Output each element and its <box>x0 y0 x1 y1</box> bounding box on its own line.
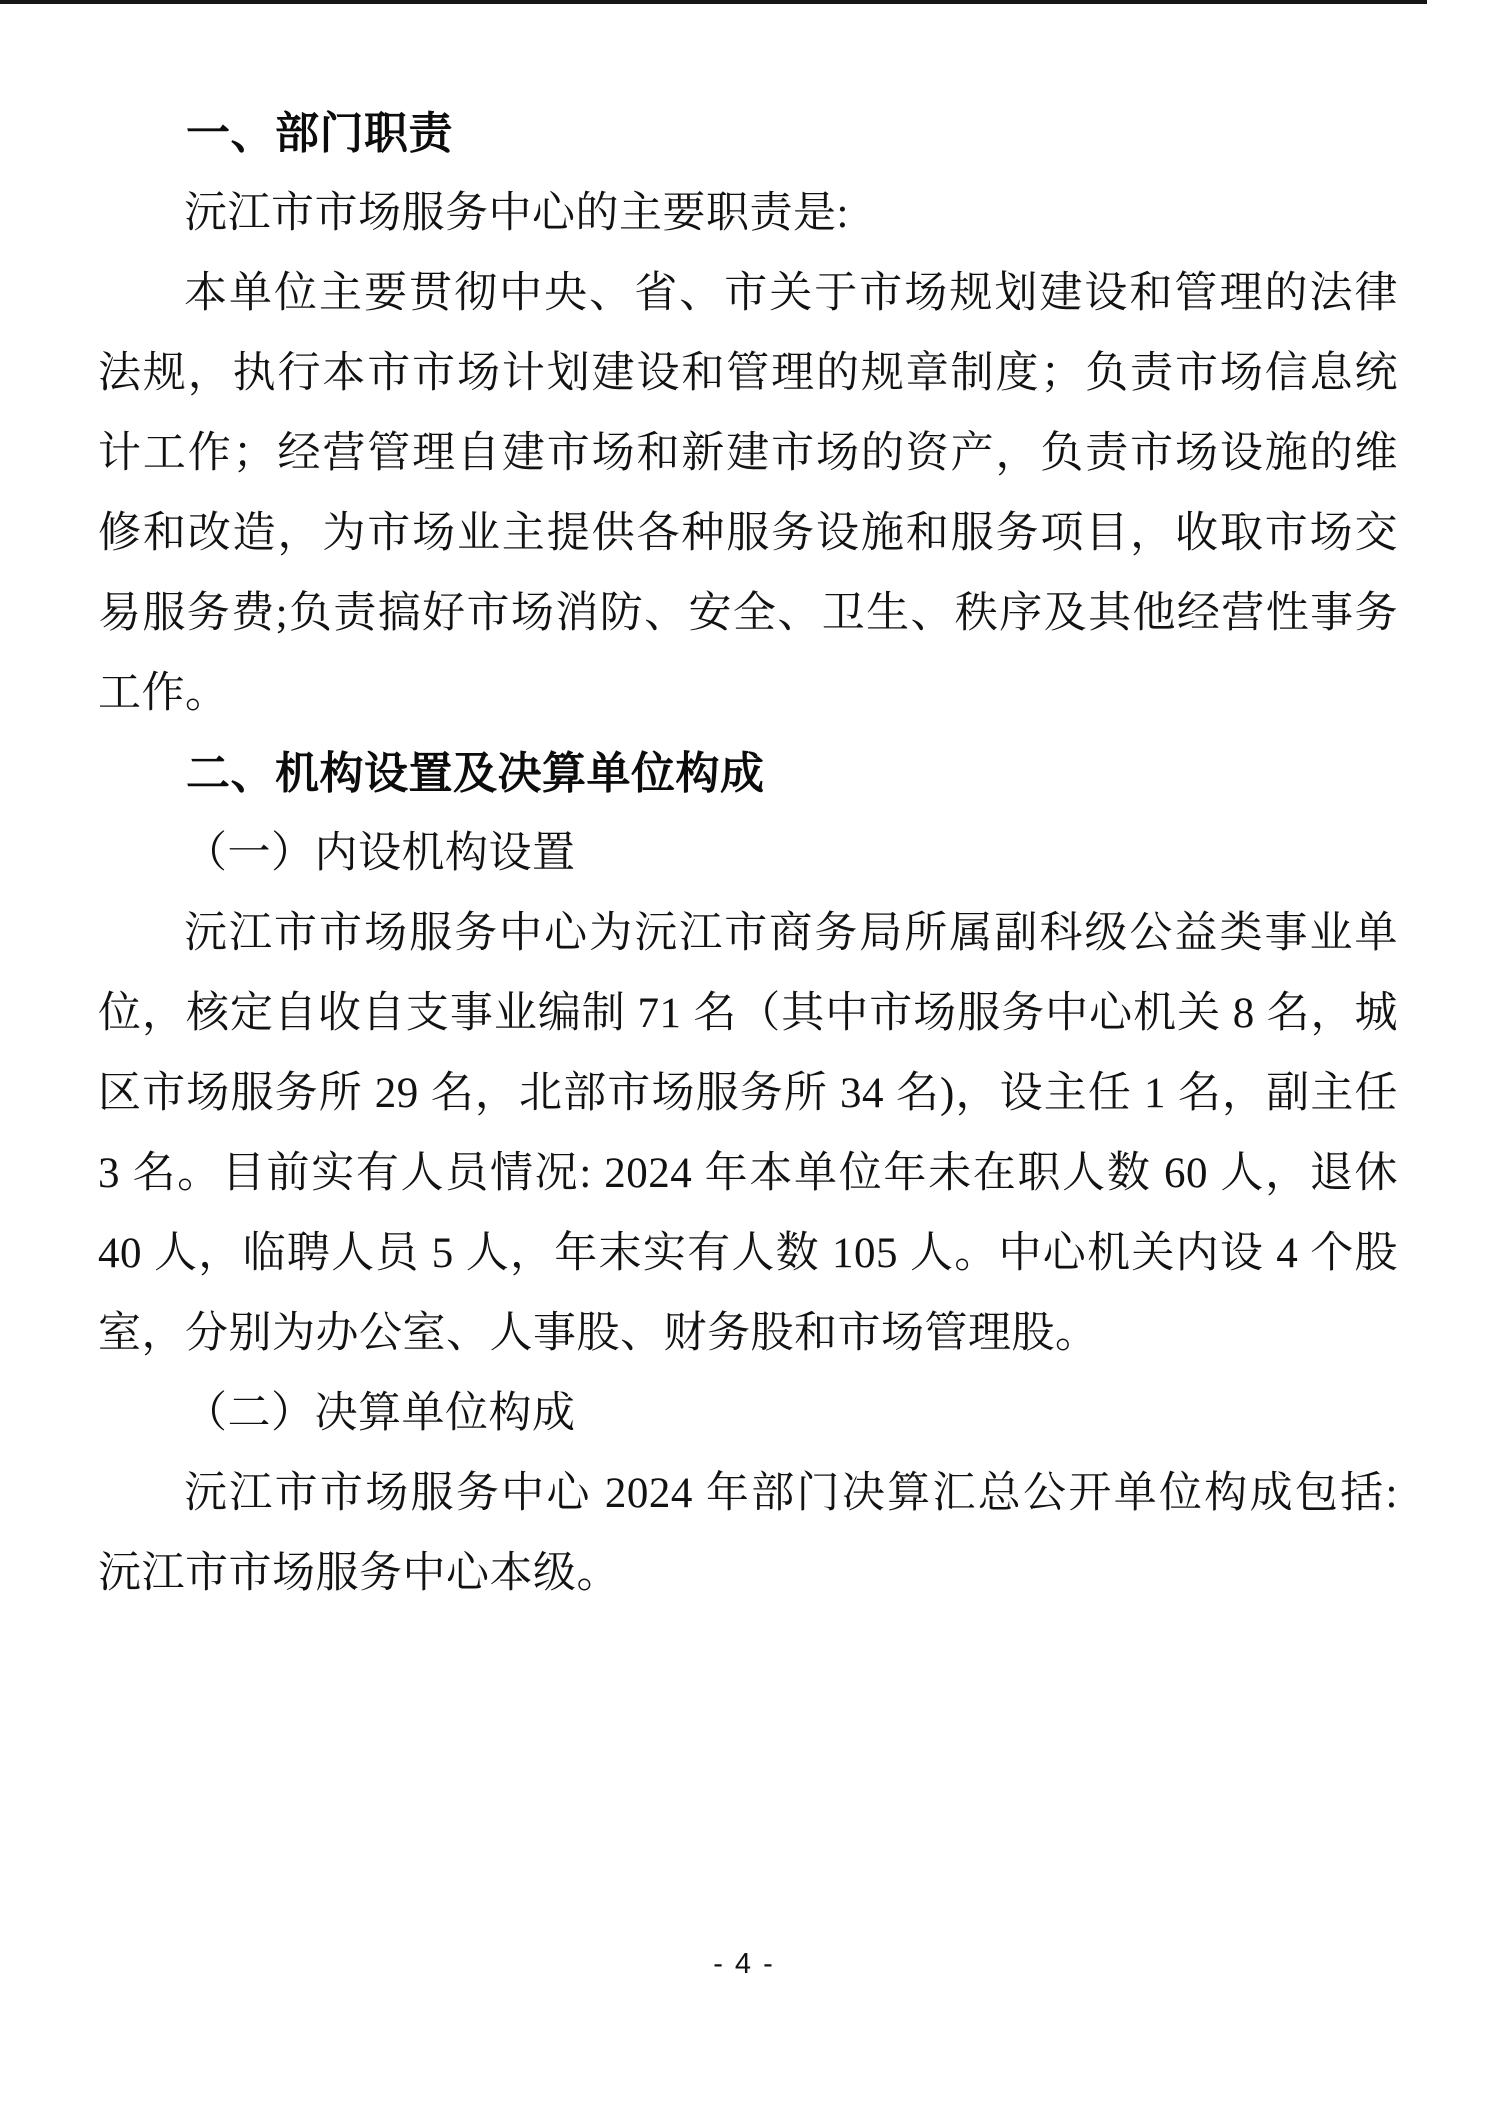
para-duties-body: 本单位主要贯彻中央、省、市关于市场规划建设和管理的法律法规，执行本市市场计划建设和管理的规章制度；负责市场信息统计工作；经营管理自建市场和新建市场的资产，负责市场设施的维修和改造，为市场业主提供各种服务设施和服务项目，收取市场交易服务费;负责搞好市场消防、安全、卫生、秩序及其他经营性事务工作。 <box>98 270 1398 717</box>
heading-section-2-org-structure: 二、机构设置及决算单位构成 <box>186 749 765 798</box>
para-duties-lead-in: 沅江市市场服务中心的主要职责是: <box>184 190 849 237</box>
heading-section-1-department-duties: 一、部门职责 <box>186 109 453 158</box>
para-internal-org-body: 沅江市市场服务中心为沅江市商务局所属副科级公益类事业单位，核定自收自支事业编制 71 名（其中市场服务中心机关 8 名，城区市场服务所 29 名，北部市场服务所 34 名)，设主任 1 名，副主任 3 名。目前实有人员情况: 2024 年本单位年未在职人数 60 人，退休 40 人，临聘人员 5 人，年末实有人数 105 人。中心机关内设 4 个股室，分别为办公室、人事股、财务股和市场管理股。 <box>98 910 1398 1357</box>
document-content <box>98 94 1398 1614</box>
scan-edge-artifact <box>0 0 1427 4</box>
page-number: - 4 - <box>713 1948 775 1980</box>
para-unit-composition-body: 沅江市市场服务中心 2024 年部门决算汇总公开单位构成包括: 沅江市市场服务中心本级。 <box>98 1470 1398 1597</box>
para-internal-org-subtitle: （一）内设机构设置 <box>184 830 576 877</box>
para-unit-composition-subtitle: （二）决算单位构成 <box>184 1390 576 1437</box>
